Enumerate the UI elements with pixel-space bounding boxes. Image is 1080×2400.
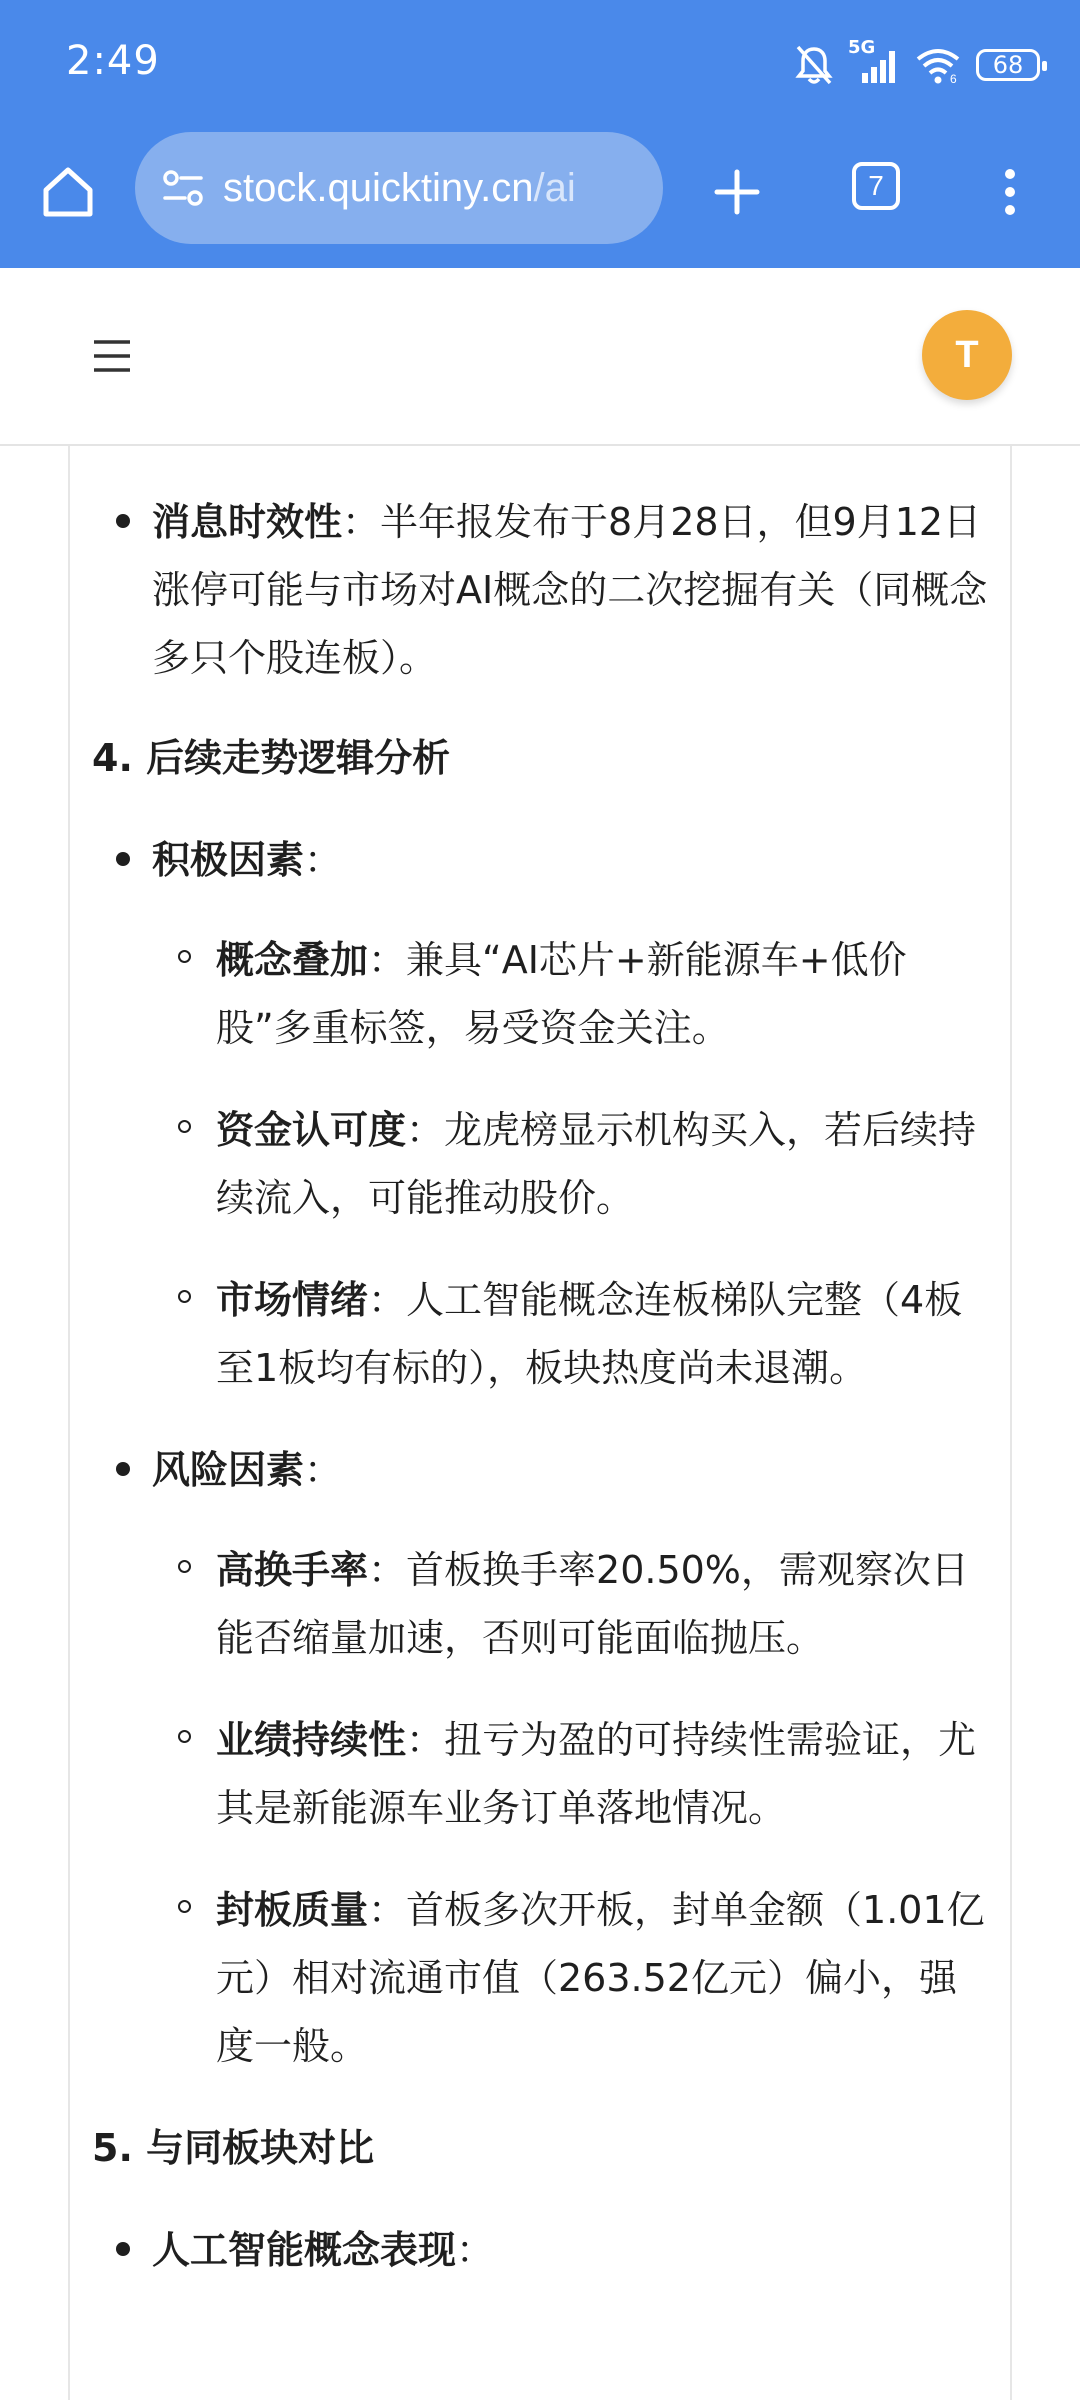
url-bar[interactable] [135, 132, 663, 244]
item-title: 消息时效性 [152, 500, 343, 544]
sub-list-item [92, 1876, 992, 2080]
list-item [92, 1436, 992, 1504]
wifi-icon [914, 45, 962, 85]
item-colon: ： [304, 838, 343, 882]
sub-item-title: 高换手率 [216, 1548, 369, 1592]
list-item [92, 2216, 992, 2284]
sub-item-text: ：兼具“AI芯片+新能源车+低价股”多重标签，易受资金关注。 [216, 938, 907, 1050]
sub-list-item [92, 1536, 992, 1672]
site-settings-icon[interactable] [159, 164, 207, 212]
list-item [92, 826, 992, 894]
sub-list-item [92, 926, 992, 1062]
signal-icon [848, 37, 900, 87]
avatar-letter: T [955, 333, 979, 376]
bell-muted-icon [794, 43, 834, 87]
url-text [223, 166, 576, 211]
status-bar [0, 0, 1080, 130]
battery-level: 68 [992, 51, 1024, 79]
sub-item-text: ：首板多次开板，封单金额（1.01亿元）相对流通市值（263.52亿元）偏小，强度一般。 [216, 1888, 985, 2068]
url-path: /ai [533, 165, 576, 210]
analysis-document [92, 488, 992, 2316]
item-title: 人工智能概念表现 [152, 2228, 457, 2272]
sub-item-title: 业绩持续性 [216, 1718, 407, 1762]
item-title: 风险因素 [152, 1448, 305, 1492]
svg-text:6: 6 [950, 72, 957, 85]
sub-item-text: ：扭亏为盈的可持续性需验证，尤其是新能源车业务订单落地情况。 [216, 1718, 977, 1830]
tab-count: 7 [868, 170, 884, 201]
battery-icon [976, 49, 1040, 81]
status-icons [794, 37, 1040, 90]
sub-list-item [92, 1266, 992, 1402]
section-heading-5: 5. 与同板块对比 [92, 2126, 375, 2170]
section-heading-4: 4. 后续走势逻辑分析 [92, 736, 451, 780]
item-text: ：半年报发布于8月28日，但9月12日涨停可能与市场对AI概念的二次挖掘有关（同概念多只个股连板）。 [152, 500, 988, 680]
item-colon: ： [304, 1448, 343, 1492]
home-icon[interactable] [36, 160, 100, 224]
tabs-icon[interactable] [852, 162, 900, 210]
status-time: 2:49 [66, 38, 160, 84]
item-colon: ： [456, 2228, 495, 2272]
browser-toolbar [0, 130, 1080, 268]
list-item [92, 488, 992, 692]
sub-list-item [92, 1706, 992, 1842]
sub-item-title: 封板质量 [216, 1888, 369, 1932]
sub-item-title: 概念叠加 [216, 938, 369, 982]
url-domain: stock.quicktiny.cn [223, 165, 534, 210]
app-header [0, 268, 1080, 446]
sub-item-text: ：首板换手率20.50%，需观察次日能否缩量加速，否则可能面临抛压。 [216, 1548, 969, 1660]
network-label: 5G [848, 37, 876, 58]
sub-list-item [92, 1096, 992, 1232]
item-title: 积极因素 [152, 838, 305, 882]
plus-icon[interactable] [705, 160, 769, 224]
hamburger-menu-icon[interactable] [92, 336, 132, 376]
sub-item-text: ：人工智能概念连板梯队完整（4板至1板均有标的），板块热度尚未退潮。 [216, 1278, 963, 1390]
browser-chrome [0, 0, 1080, 268]
more-vert-icon[interactable] [990, 160, 1030, 224]
avatar[interactable] [922, 310, 1012, 400]
sub-item-text: ：龙虎榜显示机构买入，若后续持续流入，可能推动股价。 [216, 1108, 977, 1220]
sub-item-title: 市场情绪 [216, 1278, 369, 1322]
sub-item-title: 资金认可度 [216, 1108, 407, 1152]
